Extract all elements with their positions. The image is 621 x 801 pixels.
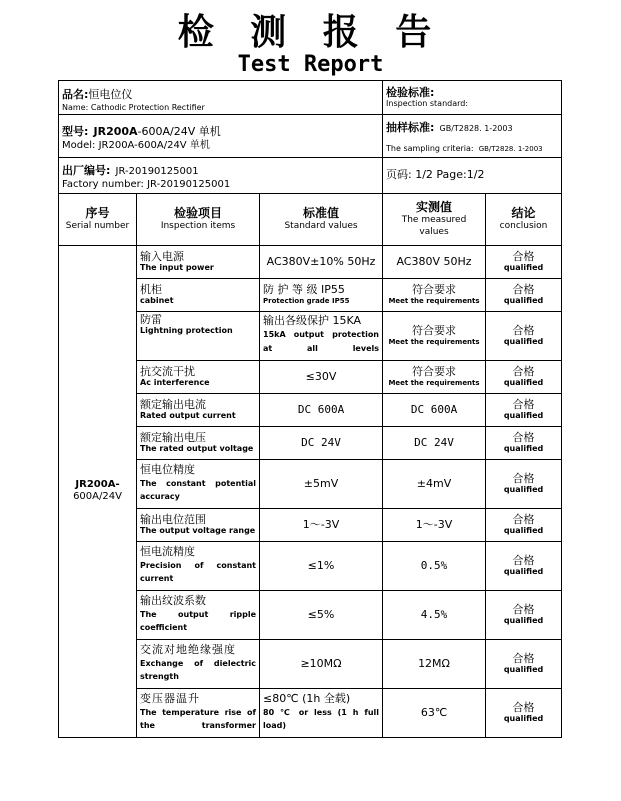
item-en: The output ripple coefficient	[140, 609, 256, 633]
report-title-cn: 检 测 报 告	[177, 12, 444, 53]
product-cell	[59, 81, 383, 115]
item-cn: 输出纹波系数	[140, 594, 206, 608]
meas-value: 4.5%	[420, 607, 448, 621]
meas-value: 符合要求	[412, 365, 457, 379]
meas-en: Meet the requirements	[388, 297, 480, 305]
info-row-factory	[59, 158, 562, 194]
product-value: 恒电位仪	[88, 87, 133, 101]
model-group-cell	[59, 245, 137, 737]
std-value: ≥10MΩ	[300, 656, 342, 670]
std-value: 防 护 等 级 IP55	[263, 283, 345, 297]
sampling-label: 抽样标准:	[386, 121, 435, 134]
std-value: ≤5%	[307, 607, 335, 621]
item-en: Ac interference	[140, 378, 210, 388]
concl-cn: 合格	[512, 512, 535, 526]
header-row	[59, 193, 562, 245]
concl-en: qualified	[503, 567, 544, 577]
header-items	[137, 193, 260, 245]
header-meas-en1: The measured	[401, 215, 467, 226]
model-cell	[59, 115, 383, 158]
concl-en: qualified	[503, 444, 544, 454]
report-title-en: Test Report	[237, 52, 384, 77]
report-table	[58, 80, 562, 738]
concl-en: qualified	[503, 616, 544, 626]
model-value-bold: JR200A	[93, 124, 138, 138]
item-cn: 输入电源	[140, 249, 184, 263]
header-serial-cn: 序号	[85, 205, 110, 220]
header-serial-en: Serial number	[65, 220, 130, 231]
header-serial	[59, 193, 137, 245]
product-en: Name: Cathodic Protection Rectifier	[62, 102, 205, 112]
item-en: The temperature rise of the transformer	[140, 707, 256, 731]
table-row	[59, 245, 562, 278]
item-cn: 输出电位范围	[140, 512, 206, 526]
meas-value: 12MΩ	[418, 656, 450, 670]
concl-cn: 合格	[512, 397, 535, 411]
header-std-cn: 标准值	[303, 205, 340, 220]
concl-cn: 合格	[512, 651, 535, 665]
std-en: 80 ℃ or less (1 h full load)	[263, 707, 380, 731]
product-label: 品名:	[62, 87, 89, 101]
meas-value: 1～-3V	[415, 517, 453, 531]
header-std	[260, 193, 383, 245]
concl-en: qualified	[503, 296, 544, 306]
standard-cell	[383, 81, 562, 115]
concl-en: qualified	[503, 411, 544, 421]
concl-en: qualified	[503, 526, 544, 536]
concl-cn: 合格	[512, 700, 535, 714]
std-value: AC380V±10% 50Hz	[266, 254, 376, 268]
meas-value: 63℃	[420, 705, 448, 719]
concl-en: qualified	[503, 378, 544, 388]
std-value: ≤80℃ (1h 全载)	[263, 692, 351, 706]
model-group-line1: JR200A-	[75, 478, 120, 490]
header-items-en: Inspection items	[160, 220, 236, 231]
std-value: ±5mV	[303, 476, 339, 490]
std-value: ≤1%	[307, 558, 335, 572]
sampling-en-value: GB/T2828. 1-2003	[478, 145, 543, 153]
concl-cn: 合格	[512, 471, 535, 485]
meas-en: Meet the requirements	[388, 379, 480, 387]
standard-label: 检验标准:	[386, 85, 435, 99]
info-row-model	[59, 115, 562, 158]
header-concl	[486, 193, 562, 245]
std-value: 输出各级保护 15KA	[263, 314, 362, 328]
meas-value: DC 600A	[410, 402, 458, 416]
page-info: 页码: 1/2 Page:1/2	[386, 168, 485, 182]
item-cn: 额定输出电流	[140, 397, 206, 411]
item-en: Precision of constant current	[140, 560, 256, 584]
item-en: The input power	[140, 263, 214, 273]
header-meas-cn: 实测值	[416, 200, 453, 215]
concl-cn: 合格	[512, 249, 535, 263]
header-concl-en: conclusion	[499, 220, 548, 231]
info-row-product	[59, 81, 562, 115]
std-value: ≤30V	[305, 369, 337, 383]
item-cn: 额定输出电压	[140, 430, 206, 444]
concl-cn: 合格	[512, 282, 535, 296]
model-group-line2: 600A/24V	[73, 491, 122, 502]
item-en: cabinet	[140, 296, 174, 306]
item-cn: 交流对地绝缘强度	[140, 643, 236, 657]
factory-en: Factory number: JR-20190125001	[62, 179, 231, 190]
item-cn: 机柜	[140, 282, 162, 296]
concl-en: qualified	[503, 714, 544, 724]
concl-en: qualified	[503, 665, 544, 675]
meas-value: ±4mV	[416, 476, 452, 490]
meas-value: 符合要求	[412, 324, 457, 338]
header-std-en: Standard values	[284, 220, 358, 231]
model-value-rest: -600A/24V 单机	[137, 124, 221, 138]
item-cn: 抗交流干扰	[140, 364, 195, 378]
item-en: Exchange of dielectric strength	[140, 658, 256, 682]
item-cn: 恒电位精度	[140, 463, 195, 477]
sampling-en-label: The sampling criteria:	[386, 144, 474, 153]
concl-en: qualified	[503, 485, 544, 495]
concl-cn: 合格	[512, 323, 535, 337]
std-en: Protection grade IP55	[263, 297, 350, 305]
concl-cn: 合格	[512, 602, 535, 616]
concl-en: qualified	[503, 263, 544, 273]
std-value: 1～-3V	[302, 517, 340, 531]
meas-value: AC380V 50Hz	[396, 254, 472, 268]
item-en: Rated output current	[140, 411, 236, 421]
meas-en: Meet the requirements	[388, 338, 480, 346]
item-en: The rated output voltage	[140, 444, 254, 454]
meas-value: DC 24V	[414, 435, 454, 449]
item-cn: 恒电流精度	[140, 545, 195, 559]
factory-cell	[59, 158, 383, 194]
meas-value: 符合要求	[412, 283, 457, 297]
model-en: Model: JR200A-600A/24V 单机	[62, 139, 210, 151]
item-cn: 变压器温升	[140, 692, 200, 706]
concl-cn: 合格	[512, 364, 535, 378]
header-concl-cn: 结论	[511, 205, 536, 220]
header-items-cn: 检验项目	[173, 205, 222, 220]
concl-cn: 合格	[512, 430, 535, 444]
item-en: The constant potential accuracy	[140, 478, 256, 502]
header-meas	[383, 193, 486, 245]
header-meas-en2: values	[419, 226, 449, 237]
page-cell	[383, 158, 562, 194]
factory-label: 出厂编号:	[62, 164, 111, 177]
concl-cn: 合格	[512, 553, 535, 567]
meas-value: 0.5%	[420, 558, 448, 572]
std-value: DC 24V	[301, 435, 341, 449]
std-value: DC 600A	[297, 402, 345, 416]
item-cn: 防雷	[140, 312, 162, 326]
model-label: 型号:	[62, 124, 89, 138]
item-en: The output voltage range	[140, 526, 256, 536]
sampling-value: GB/T2828. 1-2003	[439, 124, 513, 133]
item-en: Lightning protection	[140, 326, 233, 336]
std-en: 15kA output protection at all levels	[263, 329, 380, 354]
concl-en: qualified	[503, 337, 544, 347]
factory-value: JR-20190125001	[115, 166, 199, 177]
standard-en: Inspection standard:	[386, 99, 469, 109]
sampling-cell	[383, 115, 562, 158]
